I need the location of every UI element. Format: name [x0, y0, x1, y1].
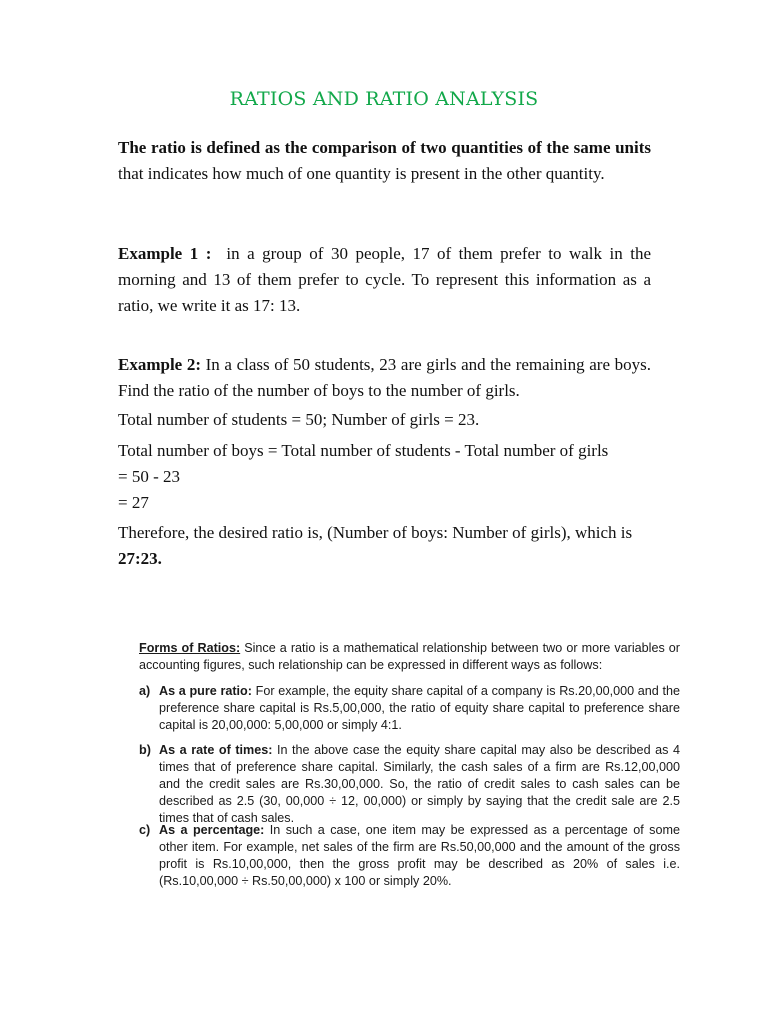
example-2-label: Example 2:: [118, 355, 202, 374]
example-1-text: in a group of 30 people, 17 of them prefer to walk in the morning and 13 of them prefer to cycle. To represent this information as a ratio, we write it as 17: 13.: [118, 244, 656, 315]
item-label: As a pure ratio:: [159, 684, 252, 698]
example-1-paragraph: [118, 241, 656, 319]
conclusion-ratio: 27:23.: [118, 549, 162, 568]
forms-intro-text: Since a ratio is a mathematical relationship between two or more variables or accounting figures, such relationship can be expressed in different ways as follows:: [139, 641, 680, 672]
conclusion-text: Therefore, the desired ratio is, (Number of boys: Number of girls), which is: [118, 523, 633, 542]
item-marker: a): [139, 684, 151, 698]
example-2-line-4: = 27: [118, 493, 149, 512]
example-2-line-1: Total number of students = 50; Number of girls = 23.: [118, 410, 480, 429]
example-2-text: In a class of 50 students, 23 are girls and the remaining are boys. Find the ratio of the number of boys to the number of girls.: [118, 355, 651, 400]
example-1-label: Example 1 :: [118, 244, 212, 263]
page-title: RATIOS AND RATIO ANALYSIS: [229, 88, 539, 110]
item-label: As a rate of times:: [159, 743, 273, 757]
item-marker: b): [139, 743, 151, 757]
forms-intro: [139, 640, 680, 674]
item-text: In the above case the equity share capital may also be described as 4 times that of preference share capital. Similarly, the cash sales of a firm are Rs.12,00,000 and the credit sales are Rs.30,00,000. So, the ratio of credit sales to cash sales can be described as 2.5 (30, 00,000 ÷ 12, 00,000) or simply by saying that the credit sale are 2.5 times that of cash sales.: [159, 743, 680, 825]
item-text: For example, the equity share capital of a company is Rs.20,00,000 and the preference share capital is Rs.5,00,000, the ratio of equity share capital to preference share capital is 20,00,000: 5,00,000 or simply 4:1.: [159, 684, 680, 732]
example-2-line-2: Total number of boys = Total number of students - Total number of girls: [118, 441, 609, 460]
definition-paragraph: [118, 135, 651, 187]
item-text: In such a case, one item may be expressed as a percentage of some other item. For example, net sales of the firm are Rs.50,00,000 and the amount of the gross profit is Rs.10,00,000, then the gross profit may be described as 20% of sales i.e. (Rs.10,00,000 ÷ Rs.50,00,000) x 100 or simply 20%.: [159, 823, 680, 888]
example-2-conclusion: [118, 520, 658, 572]
definition-text: that indicates how much of one quantity is present in the other quantity.: [118, 164, 605, 183]
item-label: As a percentage:: [159, 823, 265, 837]
forms-item-percentage: [139, 822, 680, 890]
example-2-paragraph: [118, 352, 651, 404]
forms-heading: Forms of Ratios:: [139, 641, 241, 655]
item-marker: c): [139, 823, 151, 837]
forms-item-rate-of-times: [139, 742, 680, 827]
forms-item-pure-ratio: [139, 683, 680, 734]
example-2-line-3: = 50 - 23: [118, 467, 180, 486]
definition-bold-text: The ratio is defined as the comparison of two quantities of the same units: [118, 138, 651, 157]
